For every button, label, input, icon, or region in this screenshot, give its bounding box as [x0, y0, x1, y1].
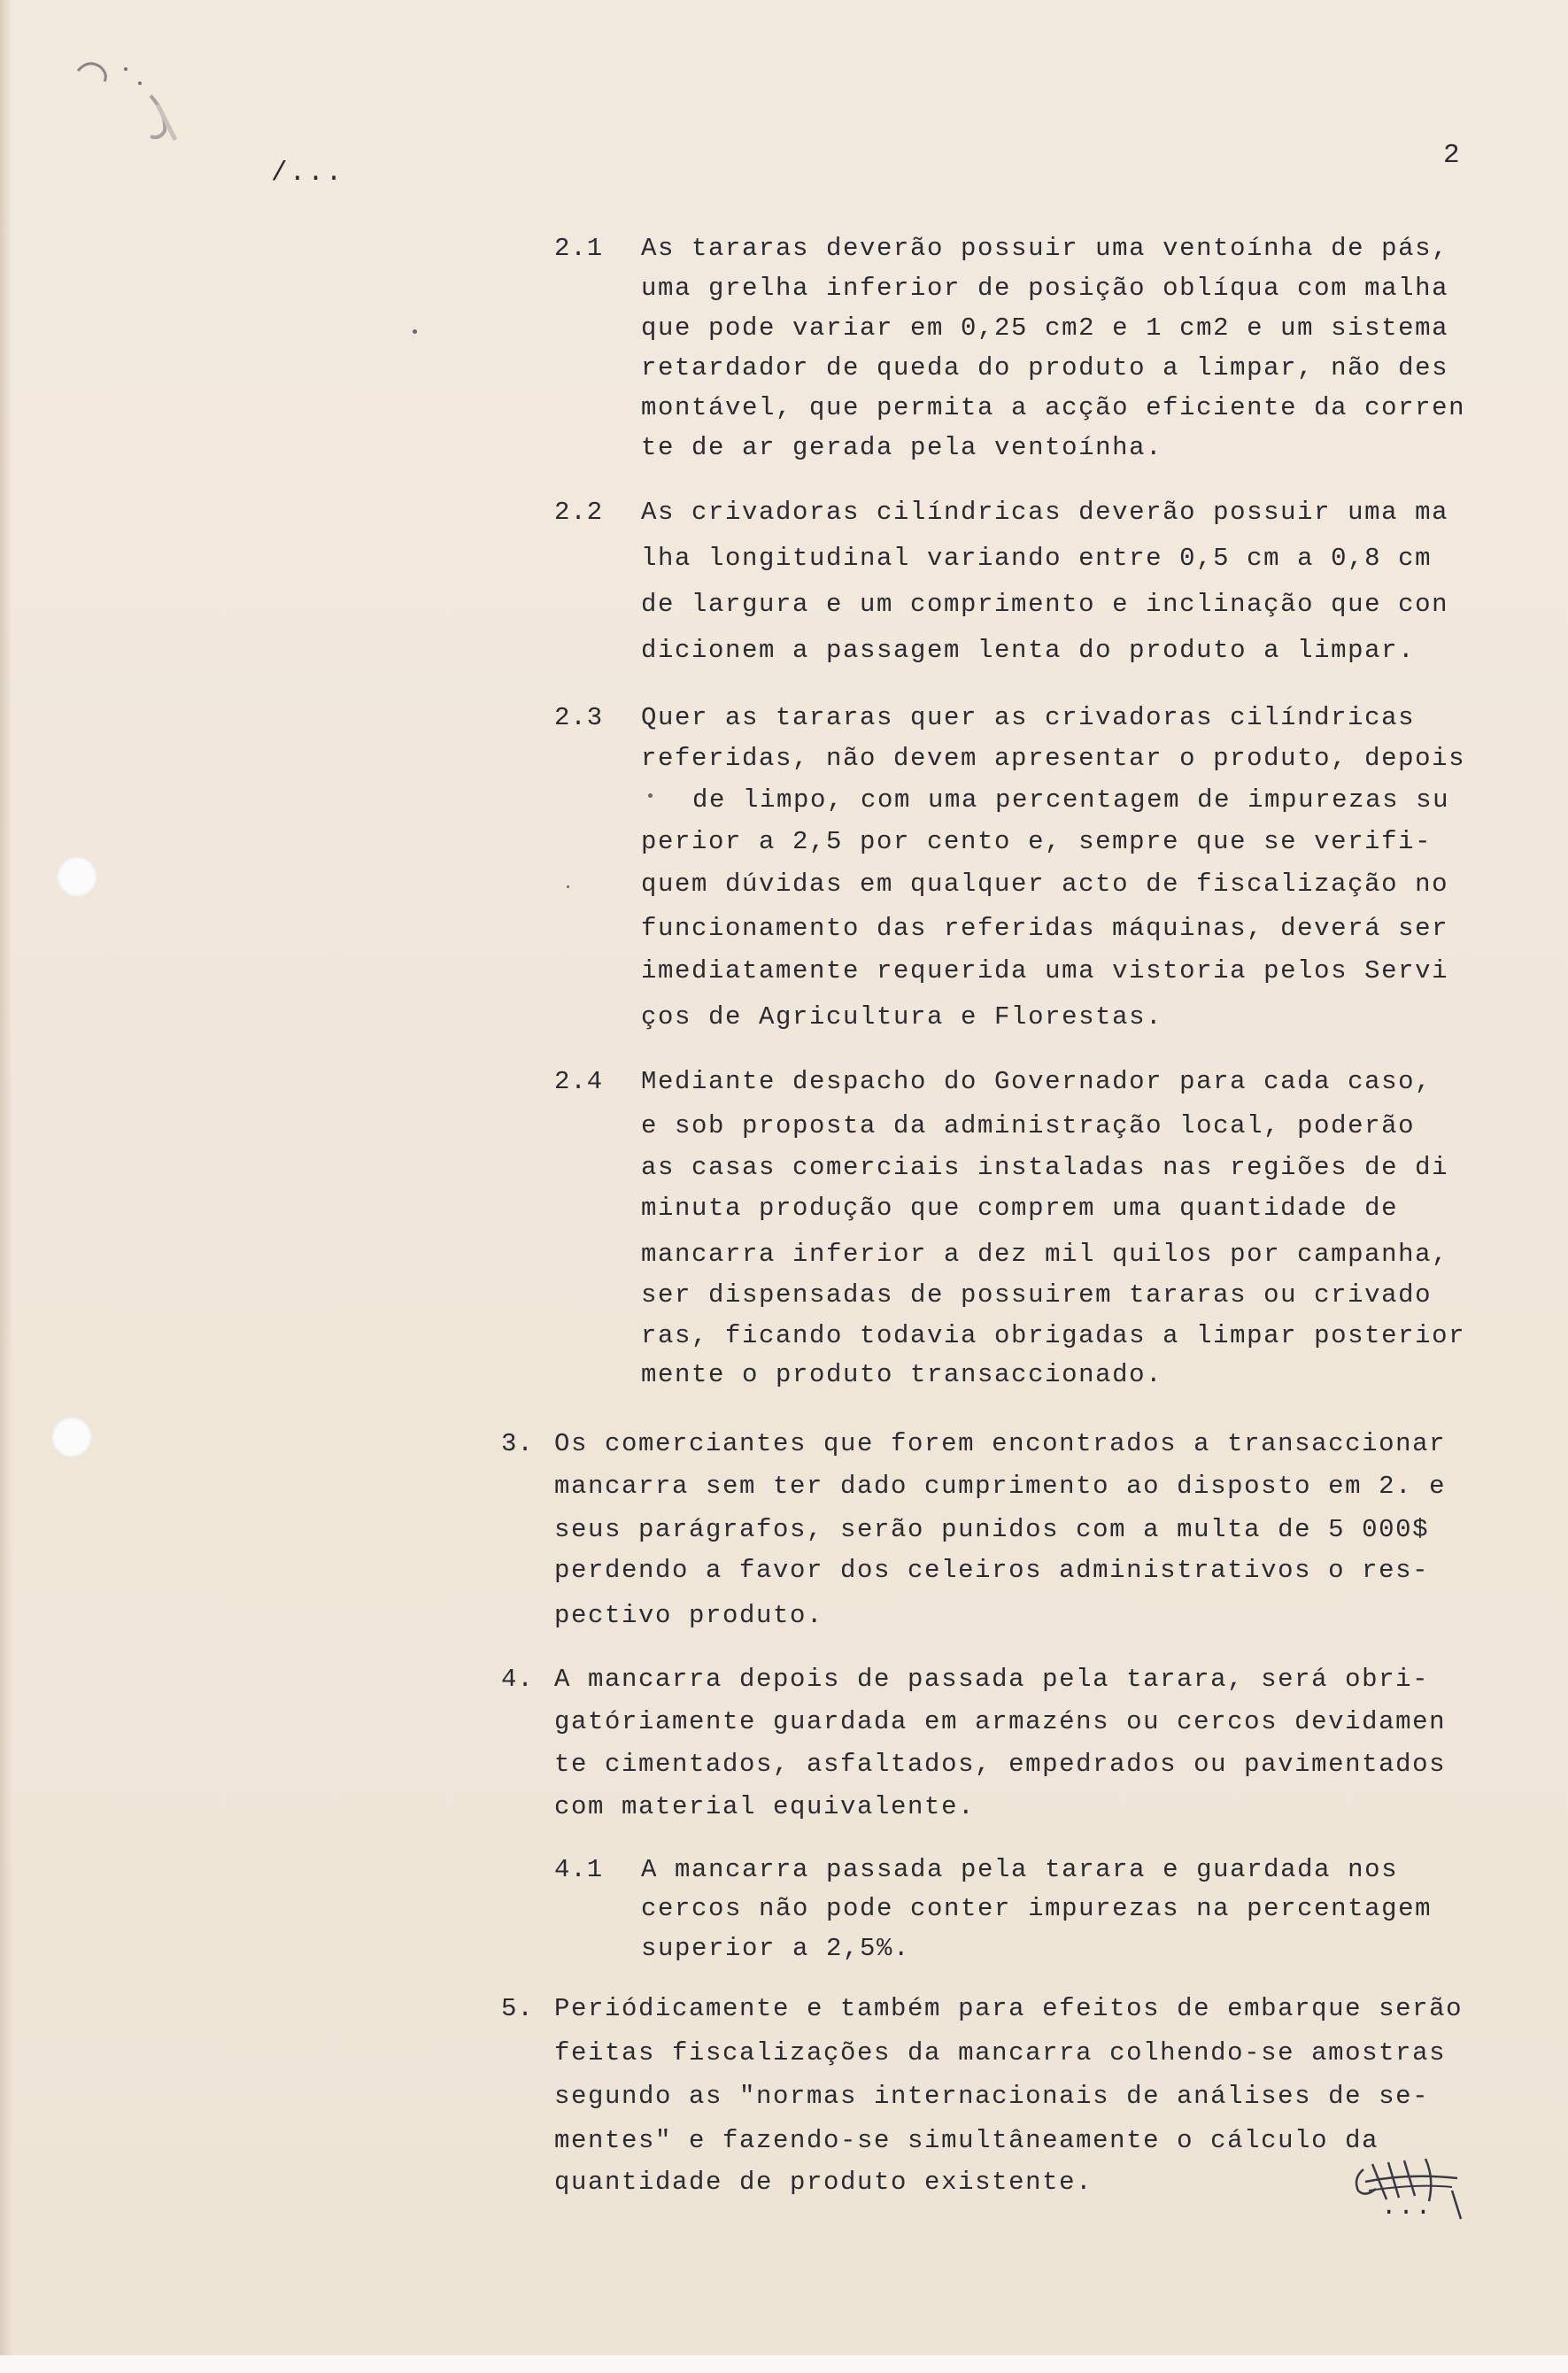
stray-dot	[567, 885, 569, 888]
clause-line: lha longitudinal variando entre 0,5 cm a 0,8 cm	[641, 544, 1433, 573]
clause-line: minuta produção que comprem uma quantidade de	[641, 1194, 1399, 1223]
continuation-mark-top: /...	[271, 158, 344, 189]
clause-line: mente o produto transaccionado.	[641, 1360, 1163, 1389]
punch-hole	[51, 1417, 92, 1457]
section-line: seus parágrafos, serão punidos com a multa de 5 000$	[554, 1515, 1430, 1544]
section-line: segundo as "normas internacionais de análises de se-	[554, 2082, 1430, 2111]
clause-line: as casas comerciais instaladas nas regiões de di	[641, 1153, 1449, 1182]
section-line: feitas fiscalizações da mancarra colhendo-se amostras	[554, 2038, 1447, 2068]
clause-line: perior a 2,5 por cento e, sempre que se verifi-	[641, 827, 1433, 856]
clause-number: 4.1	[554, 1855, 604, 1884]
clause-line: superior a 2,5%.	[641, 1934, 911, 1963]
clause-line: montável, que permita a acção eficiente da corren	[641, 393, 1466, 422]
clause-line: Quer as tararas quer as crivadoras cilíndricas	[641, 703, 1416, 732]
clause-line: dicionem a passagem lenta do produto a limpar.	[641, 636, 1416, 665]
clause-line: que pode variar em 0,25 cm2 e 1 cm2 e um sistema	[641, 313, 1449, 343]
clause-line: ras, ficando todavia obrigadas a limpar posterior	[641, 1321, 1466, 1350]
clause-number: 2.4	[554, 1067, 604, 1096]
clause-number: 2.1	[554, 234, 604, 263]
clause-line: cercos não pode conter impurezas na percentagem	[641, 1894, 1433, 1923]
section-line: pectivo produto.	[554, 1601, 824, 1630]
section-number: 3.	[501, 1429, 534, 1458]
section-line: gatóriamente guardada em armazéns ou cercos devidamen	[554, 1707, 1447, 1736]
section-line: Periódicamente e também para efeitos de embarque serão	[554, 1994, 1464, 2023]
clause-line: funcionamento das referidas máquinas, deverá ser	[641, 914, 1449, 943]
clause-line: As tararas deverão possuir uma ventoínha de pás,	[641, 234, 1449, 263]
page-edge-shadow	[0, 0, 12, 2355]
section-line: quantidade de produto existente.	[554, 2168, 1093, 2197]
section-line: A mancarra depois de passada pela tarara, será obri-	[554, 1665, 1430, 1694]
clause-number: 2.2	[554, 498, 604, 527]
clause-line: As crivadoras cilíndricas deverão possuir uma ma	[641, 498, 1449, 527]
clause-line: uma grelha inferior de posição oblíqua com malha	[641, 274, 1449, 303]
section-line: mentes" e fazendo-se simultâneamente o cálculo da	[554, 2126, 1379, 2155]
section-line: perdendo a favor dos celeiros administrativos o res-	[554, 1556, 1430, 1585]
scan-bottom-margin	[0, 2355, 1568, 2373]
section-line: te cimentados, asfaltados, empedrados ou pavimentados	[554, 1750, 1447, 1779]
clause-line: A mancarra passada pela tarara e guardada nos	[641, 1855, 1399, 1884]
clause-line: de limpo, com uma percentagem de impurezas su	[692, 785, 1450, 815]
clause-line: ços de Agricultura e Florestas.	[641, 1002, 1163, 1032]
stray-dot	[413, 329, 417, 334]
section-number: 4.	[501, 1665, 534, 1694]
clause-line: de largura e um comprimento e inclinação que con	[641, 590, 1449, 619]
section-line: com material equivalente.	[554, 1792, 976, 1821]
clause-line: te de ar gerada pela ventoínha.	[641, 433, 1163, 462]
clause-line: quem dúvidas em qualquer acto de fiscalização no	[641, 870, 1449, 899]
section-line: mancarra sem ter dado cumprimento ao disposto em 2. e	[554, 1472, 1447, 1501]
continuation-mark-bottom: ...	[1381, 2192, 1433, 2222]
page-number: 2	[1443, 140, 1460, 171]
clause-line: retardador de queda do produto a limpar, não des	[641, 353, 1449, 383]
clause-line: mancarra inferior a dez mil quilos por campanha,	[641, 1240, 1449, 1269]
section-line: Os comerciantes que forem encontrados a transaccionar	[554, 1429, 1447, 1458]
clause-number: 2.3	[554, 703, 604, 732]
clause-line: referidas, não devem apresentar o produto, depois	[641, 744, 1466, 773]
section-number: 5.	[501, 1994, 534, 2023]
clause-line: Mediante despacho do Governador para cada caso,	[641, 1067, 1433, 1096]
clause-line: imediatamente requerida uma vistoria pelos Servi	[641, 956, 1449, 986]
stray-dot	[648, 793, 653, 798]
clause-line: ser dispensadas de possuirem tararas ou crivado	[641, 1280, 1433, 1310]
clause-line: e sob proposta da administração local, poderão	[641, 1111, 1416, 1140]
punch-hole	[57, 856, 97, 897]
torn-corner-mark	[62, 51, 186, 149]
